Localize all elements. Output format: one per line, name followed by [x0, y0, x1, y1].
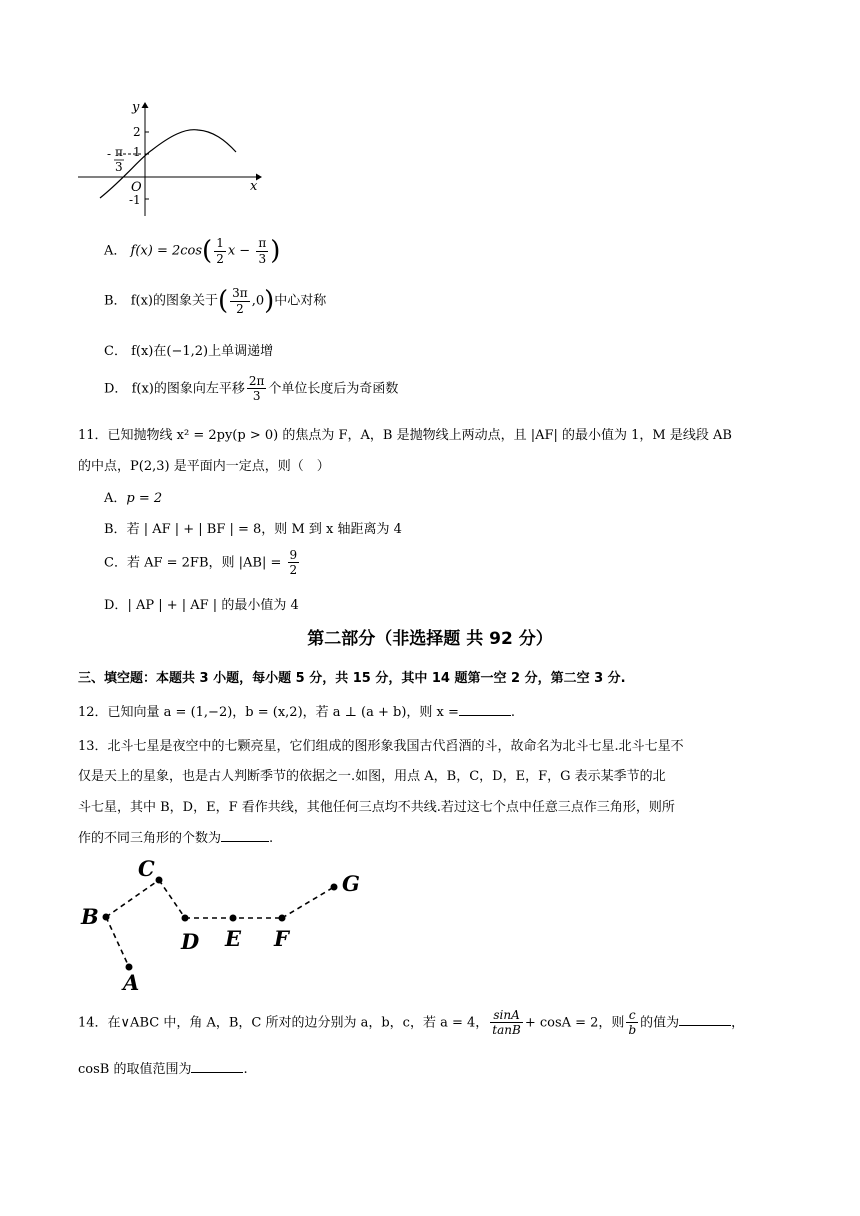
q10-option-b: B． f(x)的图象关于( $\frac{3\pi}{2}$ ,0)中心对称 [104, 286, 327, 316]
q14-line2: cosB 的取值范围为 . [78, 1062, 248, 1077]
label-d: D [181, 929, 200, 954]
label-g: G [342, 871, 360, 896]
big-dipper-figure [76, 850, 376, 998]
part2-title: 第二部分（非选择题 共 92 分） [307, 629, 553, 649]
tick-neg1: -1 [129, 193, 141, 207]
star-b [103, 914, 110, 921]
section3-heading: 三、填空题：本题共 3 小题，每小题 5 分，共 15 分，其中 14 题第一空 2 分，第二空 3 分. [78, 671, 626, 686]
q11-option-b: B．若 | AF | + | BF | = 8，则 M 到 x 轴距离为 4 [104, 522, 402, 537]
q10-function-graph [70, 98, 270, 223]
q10-option-d: D． f(x)的图象向左平移 $\frac{2\pi}{3}$ 个单位长度后为奇函数 [104, 374, 399, 404]
q12-answer-blank[interactable] [459, 703, 511, 716]
label-b: B [81, 904, 99, 929]
x-axis-label: x [250, 179, 258, 194]
q11-line1: 11．已知抛物线 x² = 2py(p > 0) 的焦点为 F，A，B 是抛物线上两动点，且 |AF| 的最小值为 1，M 是线段 AB [78, 428, 732, 443]
q11-line2: 的中点，P(2,3) 是平面内一定点，则（ ） [78, 459, 330, 474]
star-c [156, 877, 163, 884]
label-a: A [123, 970, 140, 995]
q11-option-d: D．| AP | + | AF | 的最小值为 4 [104, 598, 299, 613]
q10-option-c: C． f(x)在(−1,2)上单调递增 [104, 344, 274, 359]
y-axis-arrow [142, 102, 149, 108]
tick-2: 2 [133, 125, 141, 139]
origin-label: O [131, 180, 142, 195]
q13-answer-blank[interactable] [221, 829, 269, 842]
q11-option-c: C．若 AF = 2FB，则 |AB| = $\frac{9}{2}$ [104, 548, 298, 578]
q12: 12．已知向量 a = (1,−2)，b = (x,2)，若 a ⊥ (a + b)，则 x = . [78, 705, 516, 720]
star-g [331, 884, 338, 891]
y-axis-label: y [132, 100, 140, 115]
q13-line2: 仅是天上的星象，也是古人判断季节的依据之一.如图，用点 A，B，C，D，E，F，G 表示某季节的北 [78, 769, 666, 784]
star-f [279, 915, 286, 922]
tick-1: 1 [133, 145, 141, 159]
star-e [230, 915, 237, 922]
star-d [182, 915, 189, 922]
q13-line1: 13．北斗七星是夜空中的七颗亮星，它们组成的图形象我国古代舀酒的斗，故命名为北斗七星.北斗七星不 [78, 739, 684, 754]
q11-option-a: A．p = 2 [104, 491, 163, 506]
q13-line4: 作的不同三角形的个数为 . [78, 831, 274, 846]
label-c: C [138, 856, 155, 881]
x-tick-neg: - [107, 147, 112, 161]
q14-answer-blank-1[interactable] [679, 1013, 731, 1026]
q13-line3: 斗七星，其中 B，D，E，F 看作共线，其他任何三点均不共线.若过这七个点中任意三点作三角形，则所 [78, 800, 675, 815]
q14-answer-blank-2[interactable] [191, 1060, 243, 1073]
q14-line1: 14．在∨ABC 中，角 A，B，C 所对的边分别为 a，b，c，若 a = 4， $\frac{\sin A}{\tan B}$ + cosA = 2，则 $\frac{c}{b}$ 的值为 ， [78, 1008, 745, 1038]
label-e: E [225, 926, 242, 951]
label-f: F [274, 926, 289, 951]
x-tick-den: 3 [115, 160, 123, 174]
x-tick-num: π [115, 145, 123, 159]
q10-option-a: A． f(x) = 2cos( $\frac{1}{2}$ x − $\frac{\pi}{3}$ ) [104, 236, 281, 266]
